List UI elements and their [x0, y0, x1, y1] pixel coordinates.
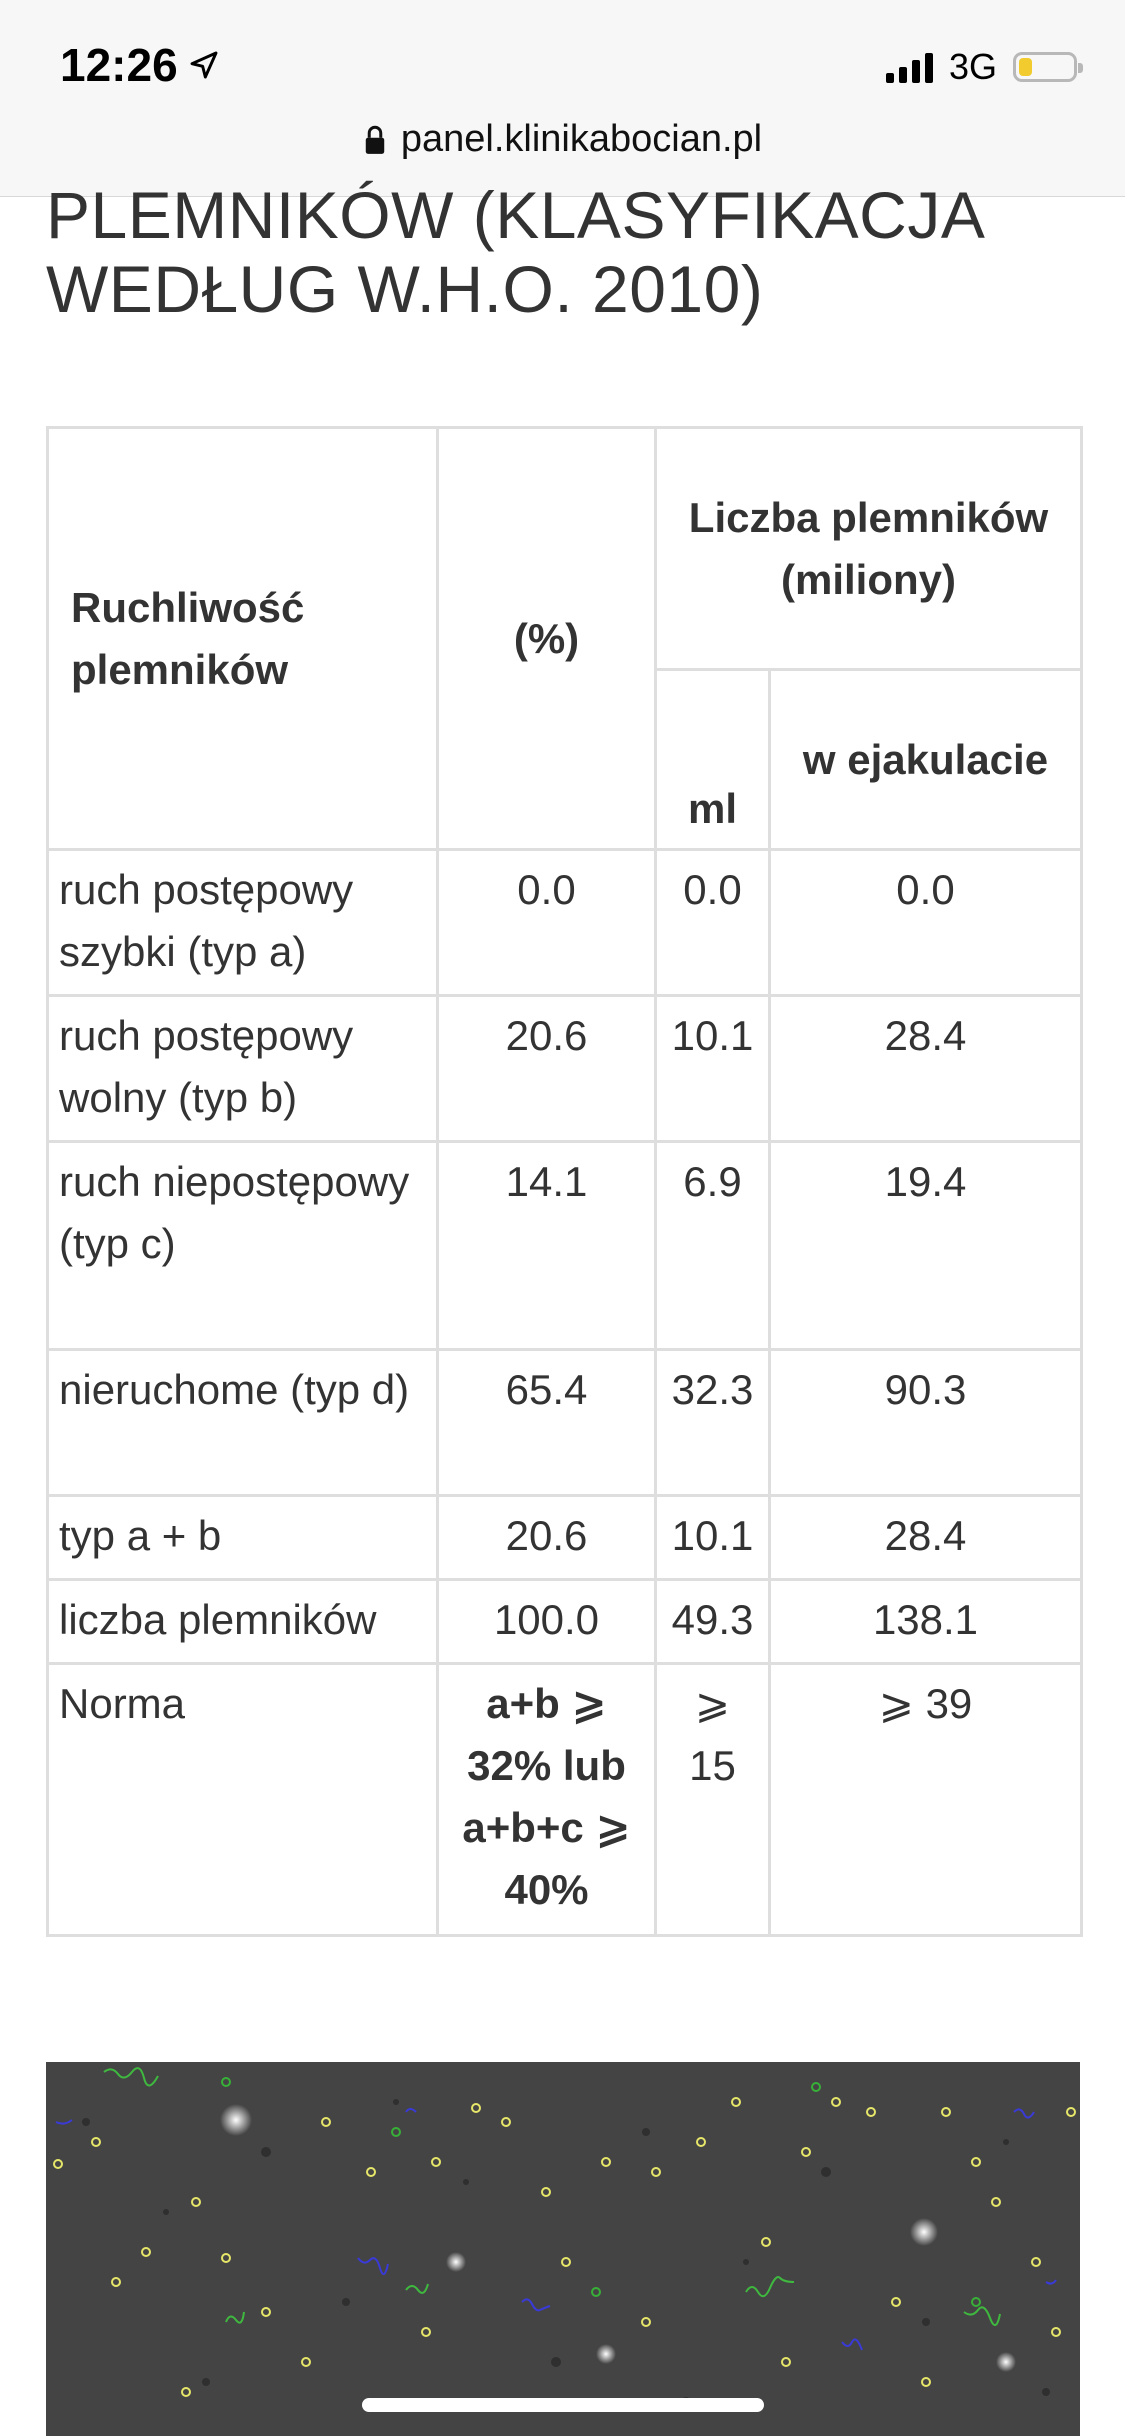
row-label: ruch postępowy wolny (typ b): [48, 996, 438, 1142]
status-indicators: [886, 46, 1077, 88]
table-row: [48, 1580, 1082, 1664]
motility-table: [46, 426, 1083, 1937]
header-ejaculate: w ejakulacie: [770, 670, 1082, 850]
lock-icon: [363, 125, 387, 155]
row-ejaculate: 28.4: [770, 1496, 1082, 1580]
battery-icon: [1013, 52, 1077, 82]
table-row: [48, 1350, 1082, 1496]
row-percent: 20.6: [438, 1496, 656, 1580]
location-arrow-icon: [188, 49, 220, 81]
url-text: panel.klinikabocian.pl: [400, 118, 763, 160]
row-ejaculate: 19.4: [770, 1142, 1082, 1350]
table-row: [48, 1496, 1082, 1580]
address-bar[interactable]: [0, 118, 1125, 161]
home-indicator[interactable]: [362, 2398, 764, 2412]
row-label: Norma: [48, 1664, 438, 1936]
header-motility: Ruchliwość plemników: [48, 428, 438, 850]
row-percent: 0.0: [438, 850, 656, 996]
row-ejaculate: 138.1: [770, 1580, 1082, 1664]
time-text: 12:26: [60, 39, 178, 91]
row-percent: 100.0: [438, 1580, 656, 1664]
status-time: [60, 38, 220, 92]
heading-line-1: PLEMNIKÓW (KLASYFIKACJA: [46, 178, 986, 252]
row-ejaculate: 90.3: [770, 1350, 1082, 1496]
row-ml: 32.3: [656, 1350, 770, 1496]
status-and-url-bar: [0, 0, 1125, 197]
row-label: ruch niepostępowy (typ c): [48, 1142, 438, 1350]
row-label: nieruchome (typ d): [48, 1350, 438, 1496]
header-ml: ml: [656, 670, 770, 850]
row-ml: ⩾ 15: [656, 1664, 770, 1936]
row-percent: 65.4: [438, 1350, 656, 1496]
row-percent: a+b ⩾ 32% lub a+b+c ⩾ 40%: [438, 1664, 656, 1936]
table-row: [48, 1142, 1082, 1350]
row-percent: 20.6: [438, 996, 656, 1142]
table-row-norm: [48, 1664, 1082, 1936]
header-row: [48, 428, 1082, 670]
row-label: typ a + b: [48, 1496, 438, 1580]
table-row: [48, 996, 1082, 1142]
row-percent: 14.1: [438, 1142, 656, 1350]
row-label: ruch postępowy szybki (typ a): [48, 850, 438, 996]
heading-line-2: WEDŁUG W.H.O. 2010): [46, 252, 764, 326]
row-ejaculate: 0.0: [770, 850, 1082, 996]
microscope-image: [46, 2062, 1080, 2436]
row-ejaculate: ⩾ 39: [770, 1664, 1082, 1936]
microscope-image-graphic: [46, 2062, 1080, 2436]
section-heading: [46, 178, 985, 326]
header-count: Liczba plemników (miliony): [656, 428, 1082, 670]
signal-icon: [886, 51, 933, 83]
network-type: 3G: [948, 46, 997, 87]
row-label: liczba plemników: [48, 1580, 438, 1664]
row-ml: 6.9: [656, 1142, 770, 1350]
row-ml: 10.1: [656, 996, 770, 1142]
row-ml: 0.0: [656, 850, 770, 996]
row-ml: 10.1: [656, 1496, 770, 1580]
row-ml: 49.3: [656, 1580, 770, 1664]
header-percent: (%): [438, 428, 656, 850]
table-row: [48, 850, 1082, 996]
row-ejaculate: 28.4: [770, 996, 1082, 1142]
